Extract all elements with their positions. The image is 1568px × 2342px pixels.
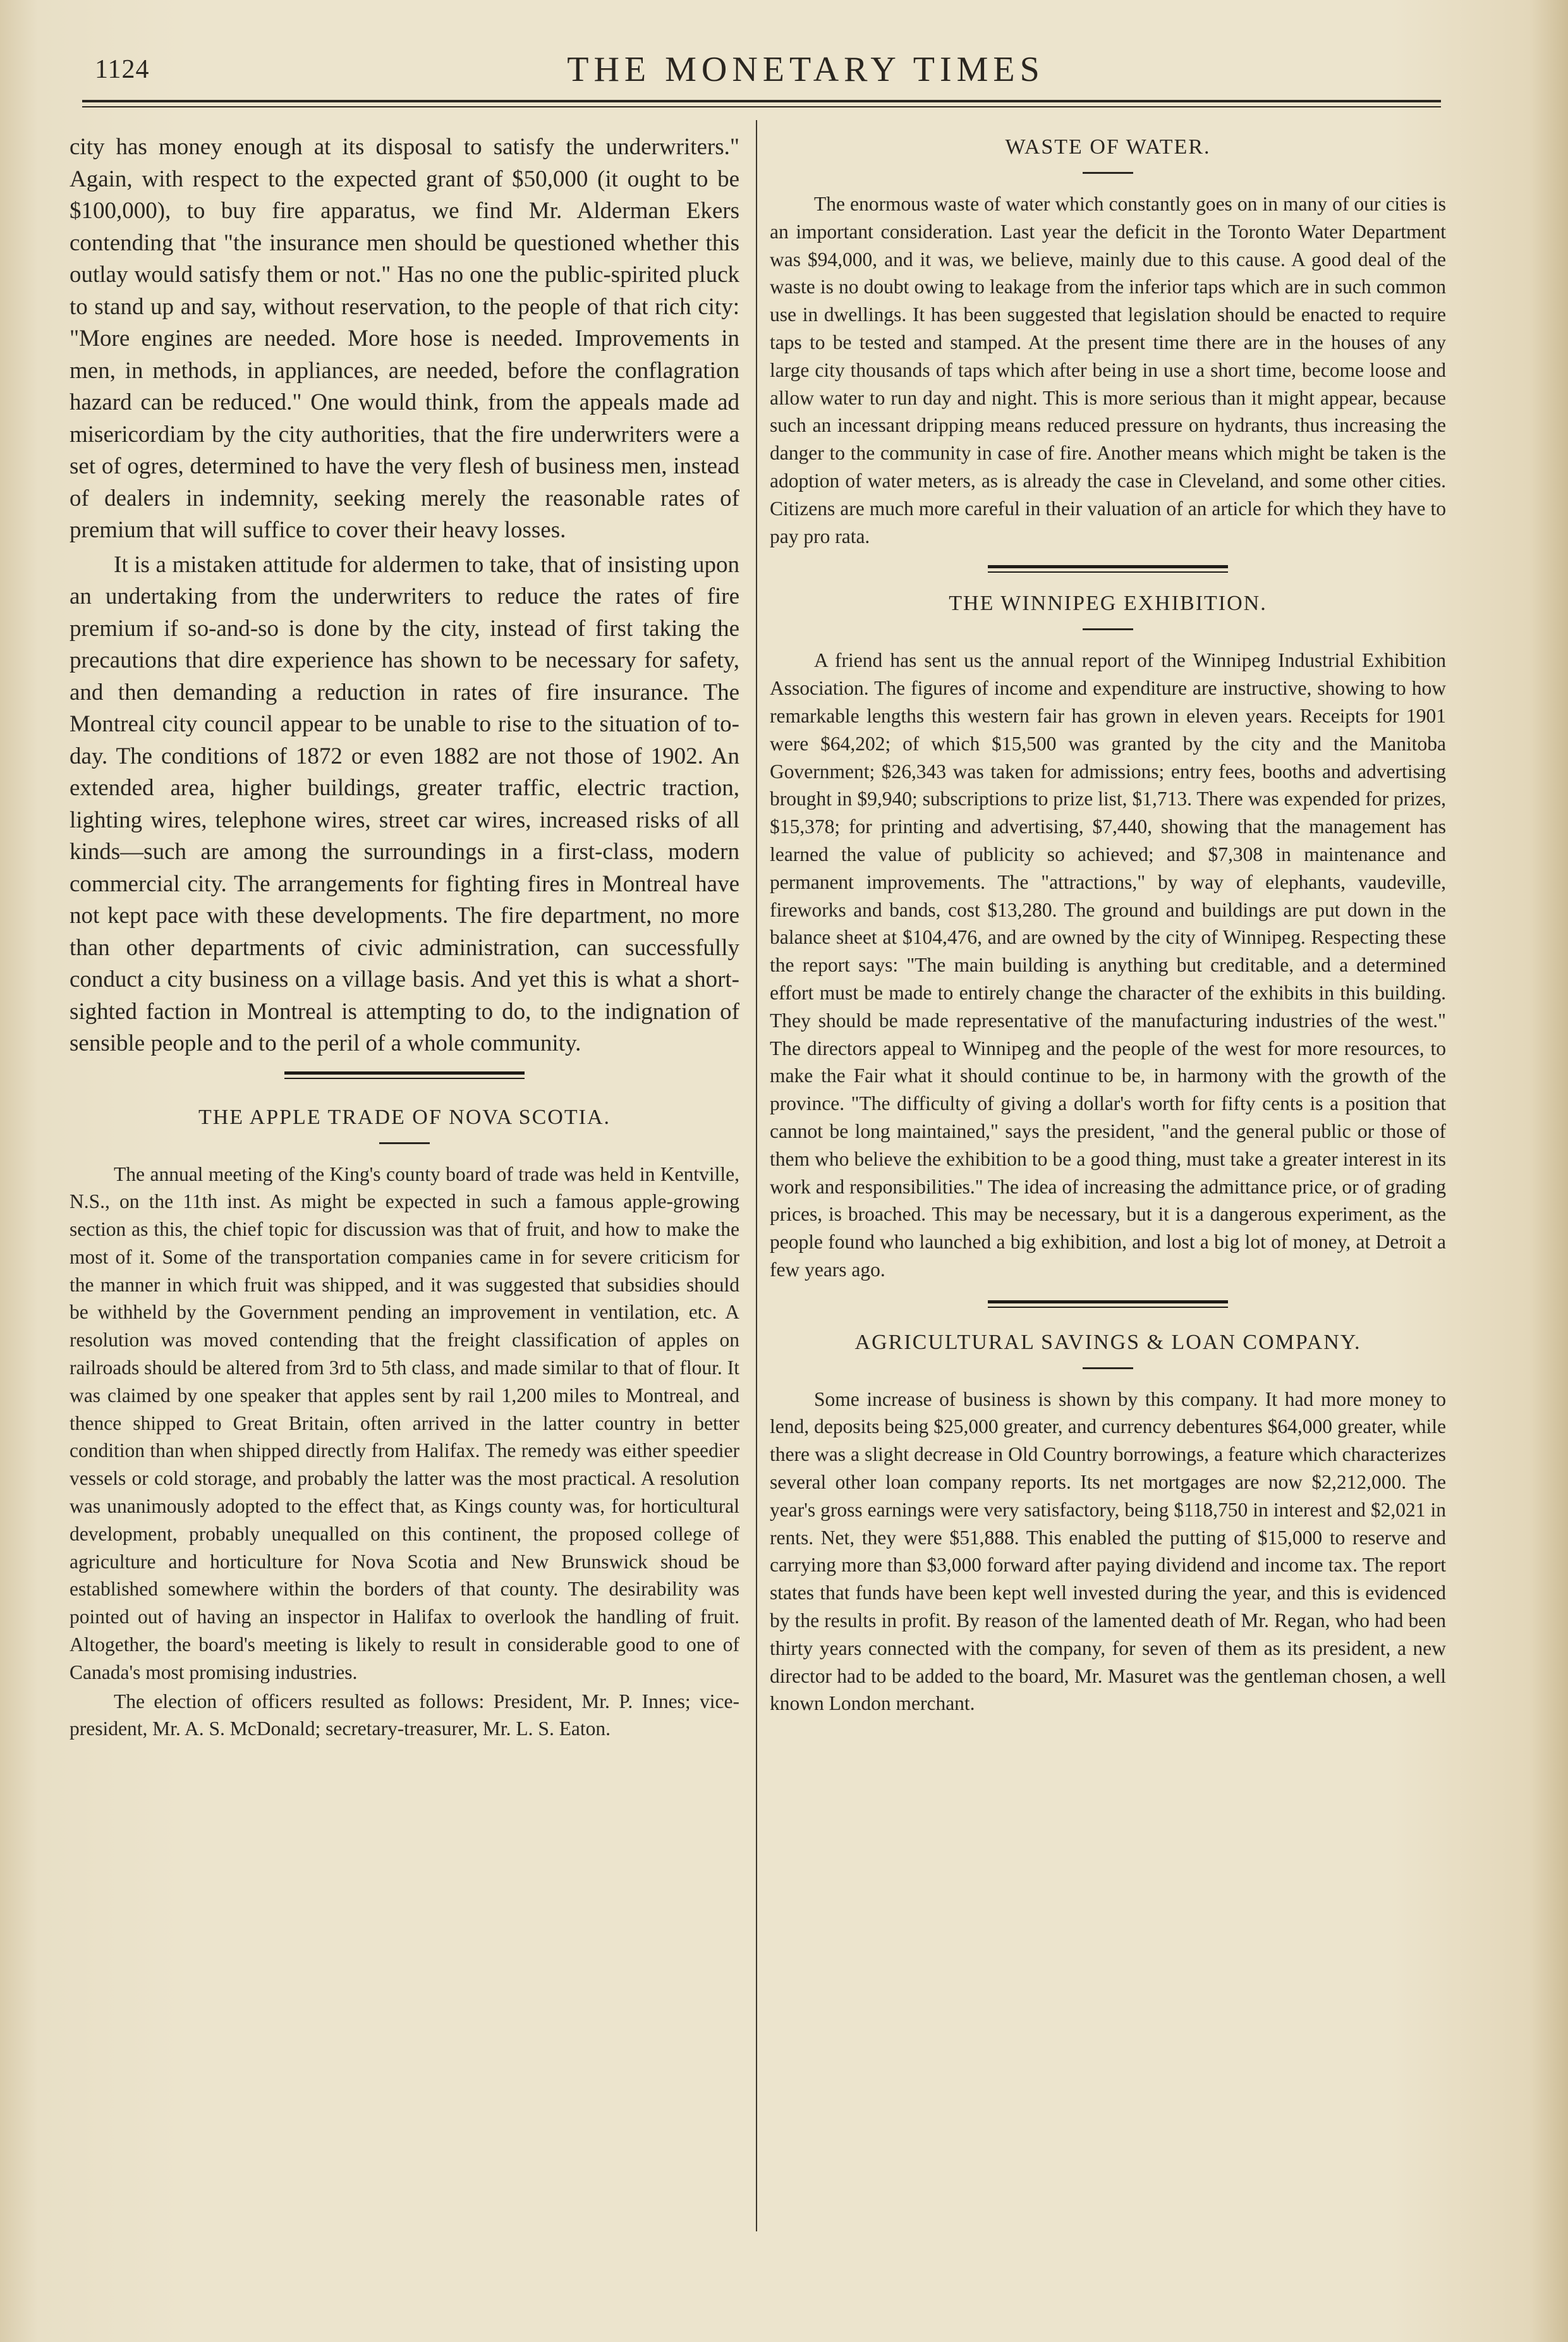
heading-dash xyxy=(1083,1367,1133,1369)
section-heading-waste-of-water: WASTE OF WATER. xyxy=(1005,135,1211,159)
column-divider xyxy=(756,120,757,2231)
heading-dash xyxy=(1083,628,1133,630)
section-heading-agricultural: AGRICULTURAL SAVINGS & LOAN COMPANY. xyxy=(854,1330,1361,1354)
section-separator xyxy=(988,1300,1228,1308)
section-heading-winnipeg: THE WINNIPEG EXHIBITION. xyxy=(949,592,1267,616)
article-paragraph: The election of officers resulted as follows: President, Mr. P. Innes; vice-president, Mr. A. S. McDonald; secretary-treasurer, Mr. L. S. Eaton. xyxy=(70,1690,739,1740)
article-paragraph: The annual meeting of the King's county board of trade was held in Kentville, N.S., on the 11th inst. As might be expected in such a famous apple-growing section as this, the chief topic for discussion was that of fruit, and how to make the most of it. Some of the transportation companies came in for severe criticism for the manner in which fruit was shipped, and it was suggested that subsidies should be withheld by the Government pending an improvement in ventilation, etc. A resolution was moved contending that the freight classification of apples on railroads should be altered from 3rd to 5th class, and made similar to that of flour. It was claimed by one speaker that apples sent by rail 1,200 miles to Montreal, and thence shipped to Great Britain, often arrived in the latter country in better condition than when shipped directly from Halifax. The remedy was either speedier vessels or cold storage, and probably the latter was the most practical. A resolution was unanimously adopted to the effect that, as Kings county was, for horticultural development, probably unequalled on this continent, the proposed college of agriculture and horticulture for Nova Scotia and New Brunswick shoud be established somewhere within the borders of that county. The desirability was pointed out of having an inspector in Halifax to overlook the handling of fruit. Altogether, the board's meeting is likely to result in considerable good to one of Canada's most promising industries. xyxy=(70,1162,739,1683)
left-column xyxy=(70,126,739,1743)
right-column xyxy=(770,126,1446,1717)
heading-dash xyxy=(1083,172,1133,174)
header-rule-thin xyxy=(82,106,1441,107)
article-paragraph: The enormous waste of water which constantly goes on in many of our cities is an important consideration. Last year the deficit in the Toronto Water Department was $94,000, and it was, we believe, mainly due to this cause. A good deal of the waste is no doubt owing to leakage from the inferior taps which are in such common use in dwellings. It has been suggested that legislation should be enacted to require taps to be tested and stamped. At the present time there are in the houses of any large city thousands of taps which after being in use a short time, become loose and allow water to run day and night. This is more serious than it might appear, because such an incessant dripping means reduced pressure on hydrants, thus increasing the danger to the community in case of fire. Another means which might be taken is the adoption of water meters, as is already the case in Cleveland, and some other cities. Citizens are much more careful in their valuation of an article for which they have to pay pro rata. xyxy=(770,193,1446,547)
masthead-title: THE MONETARY TIMES xyxy=(567,50,1045,89)
section-separator xyxy=(988,565,1228,573)
page-number: 1124 xyxy=(95,55,150,84)
heading-dash xyxy=(379,1142,430,1144)
article-paragraph: Some increase of business is shown by this company. It had more money to lend, deposits being $25,000 greater, and currency debentures $64,000 greater, while there was a slight decrease in Old Country borrowings, a feature which characterizes several other loan company reports. Its net mortgages are now $2,212,000. The year's gross earnings were very satisfactory, being $118,750 in interest and $2,021 in rents. Net, they were $51,888. This enabled the putting of $15,000 to reserve and carrying more than $3,000 forward after paying dividend and income tax. The report states that funds have been kept well invested during the year, and this is evidenced by the results in profit. By reason of the lamented death of Mr. Regan, who had been thirty years connected with the company, for seven of them as its president, a new director had to be added to the board, Mr. Masuret was the gentleman chosen, a well known London merchant. xyxy=(770,1388,1446,1715)
article-paragraph: A friend has sent us the annual report of the Winnipeg Industrial Exhibition Association. The figures of income and expenditure are instructive, showing to how remarkable lengths this western fair has grown in eleven years. Receipts for 1901 were $64,202; of which $15,500 was granted by the city and the Manitoba Government; $26,343 was taken for admissions; entry fees, booths and advertising brought in $9,940; subscriptions to prize list, $1,713. There was expended for prizes, $15,378; for printing and advertising, $7,440, showing that the management has learned the value of publicity so achieved; and $7,308 in maintenance and permanent improvements. The "attractions," by way of elephants, vaudeville, fireworks and bands, cost $13,280. The ground and buildings are put down in the balance sheet at $104,476, and are owned by the city of Winnipeg. Respecting these the report says: "The main building is anything but creditable, and a determined effort must be made to entirely change the character of the exhibits in this building. They should be made representative of the manufacturing industries of the west." The directors appeal to Winnipeg and the people of the west for more resources, to make the Fair what it should continue to be, in harmony with the growth of the province. "The difficulty of giving a dollar's worth for fifty cents is a position that cannot be long maintained," says the president, "and the general public or those of them who believe the exhibition to be a good thing, must take a greater interest in its work and responsibilities." The idea of increasing the admittance price, or of grading prices, is broached. This may be necessary, but it is a dangerous experiment, as the people found who launched a big exhibition, and lost a big lot of money, at Detroit a few years ago. xyxy=(770,649,1446,1281)
section-heading-apple-trade: THE APPLE TRADE OF NOVA SCOTIA. xyxy=(198,1105,611,1129)
section-separator xyxy=(284,1071,525,1079)
article-paragraph: city has money enough at its disposal to satisfy the underwriters." Again, with respect to the expected grant of $50,000 (it ought to be $100,000), to buy fire apparatus, we find Mr. Alderman Ekers contending that "the insurance men should be questioned whether this outlay would satisfy them or not." Has no one the public-spirited pluck to stand up and say, without reservation, to the people of that rich city: "More engines are needed. More hose is needed. Improvements in men, in methods, in appliances, are needed, before the conflagration hazard can be reduced." One would think, from the appeals made ad misericordiam by the city authorities, that the fire underwriters were a set of ogres, determined to have the very flesh of business men, instead of dealers in indemnity, seeking merely the reasonable rates of premium that will suffice to cover their heavy losses. xyxy=(70,134,739,543)
article-paragraph: It is a mistaken attitude for aldermen to take, that of insisting upon an undertaking from the underwriters to reduce the rates of fire premium if so-and-so is done by the city, instead of first taking the precautions that dire experience has shown to be necessary for safety, and then demanding a reduction in rates of fire insurance. The Montreal city council appear to be unable to rise to the situation of to-day. The conditions of 1872 or even 1882 are not those of 1902. An extended area, higher buildings, greater traffic, electric traction, lighting wires, telephone wires, street car wires, increased risks of all kinds—such are among the surroundings in a first-class, modern commercial city. The arrangements for fighting fires in Montreal have not kept pace with these developments. The fire department, no more than other departments of civic administration, can successfully conduct a city business on a village basis. And yet this is what a short-sighted faction in Montreal is attempting to do, to the indignation of sensible people and to the peril of a whole community. xyxy=(70,551,739,1056)
header-rule xyxy=(82,100,1441,102)
page-header xyxy=(95,49,1454,94)
